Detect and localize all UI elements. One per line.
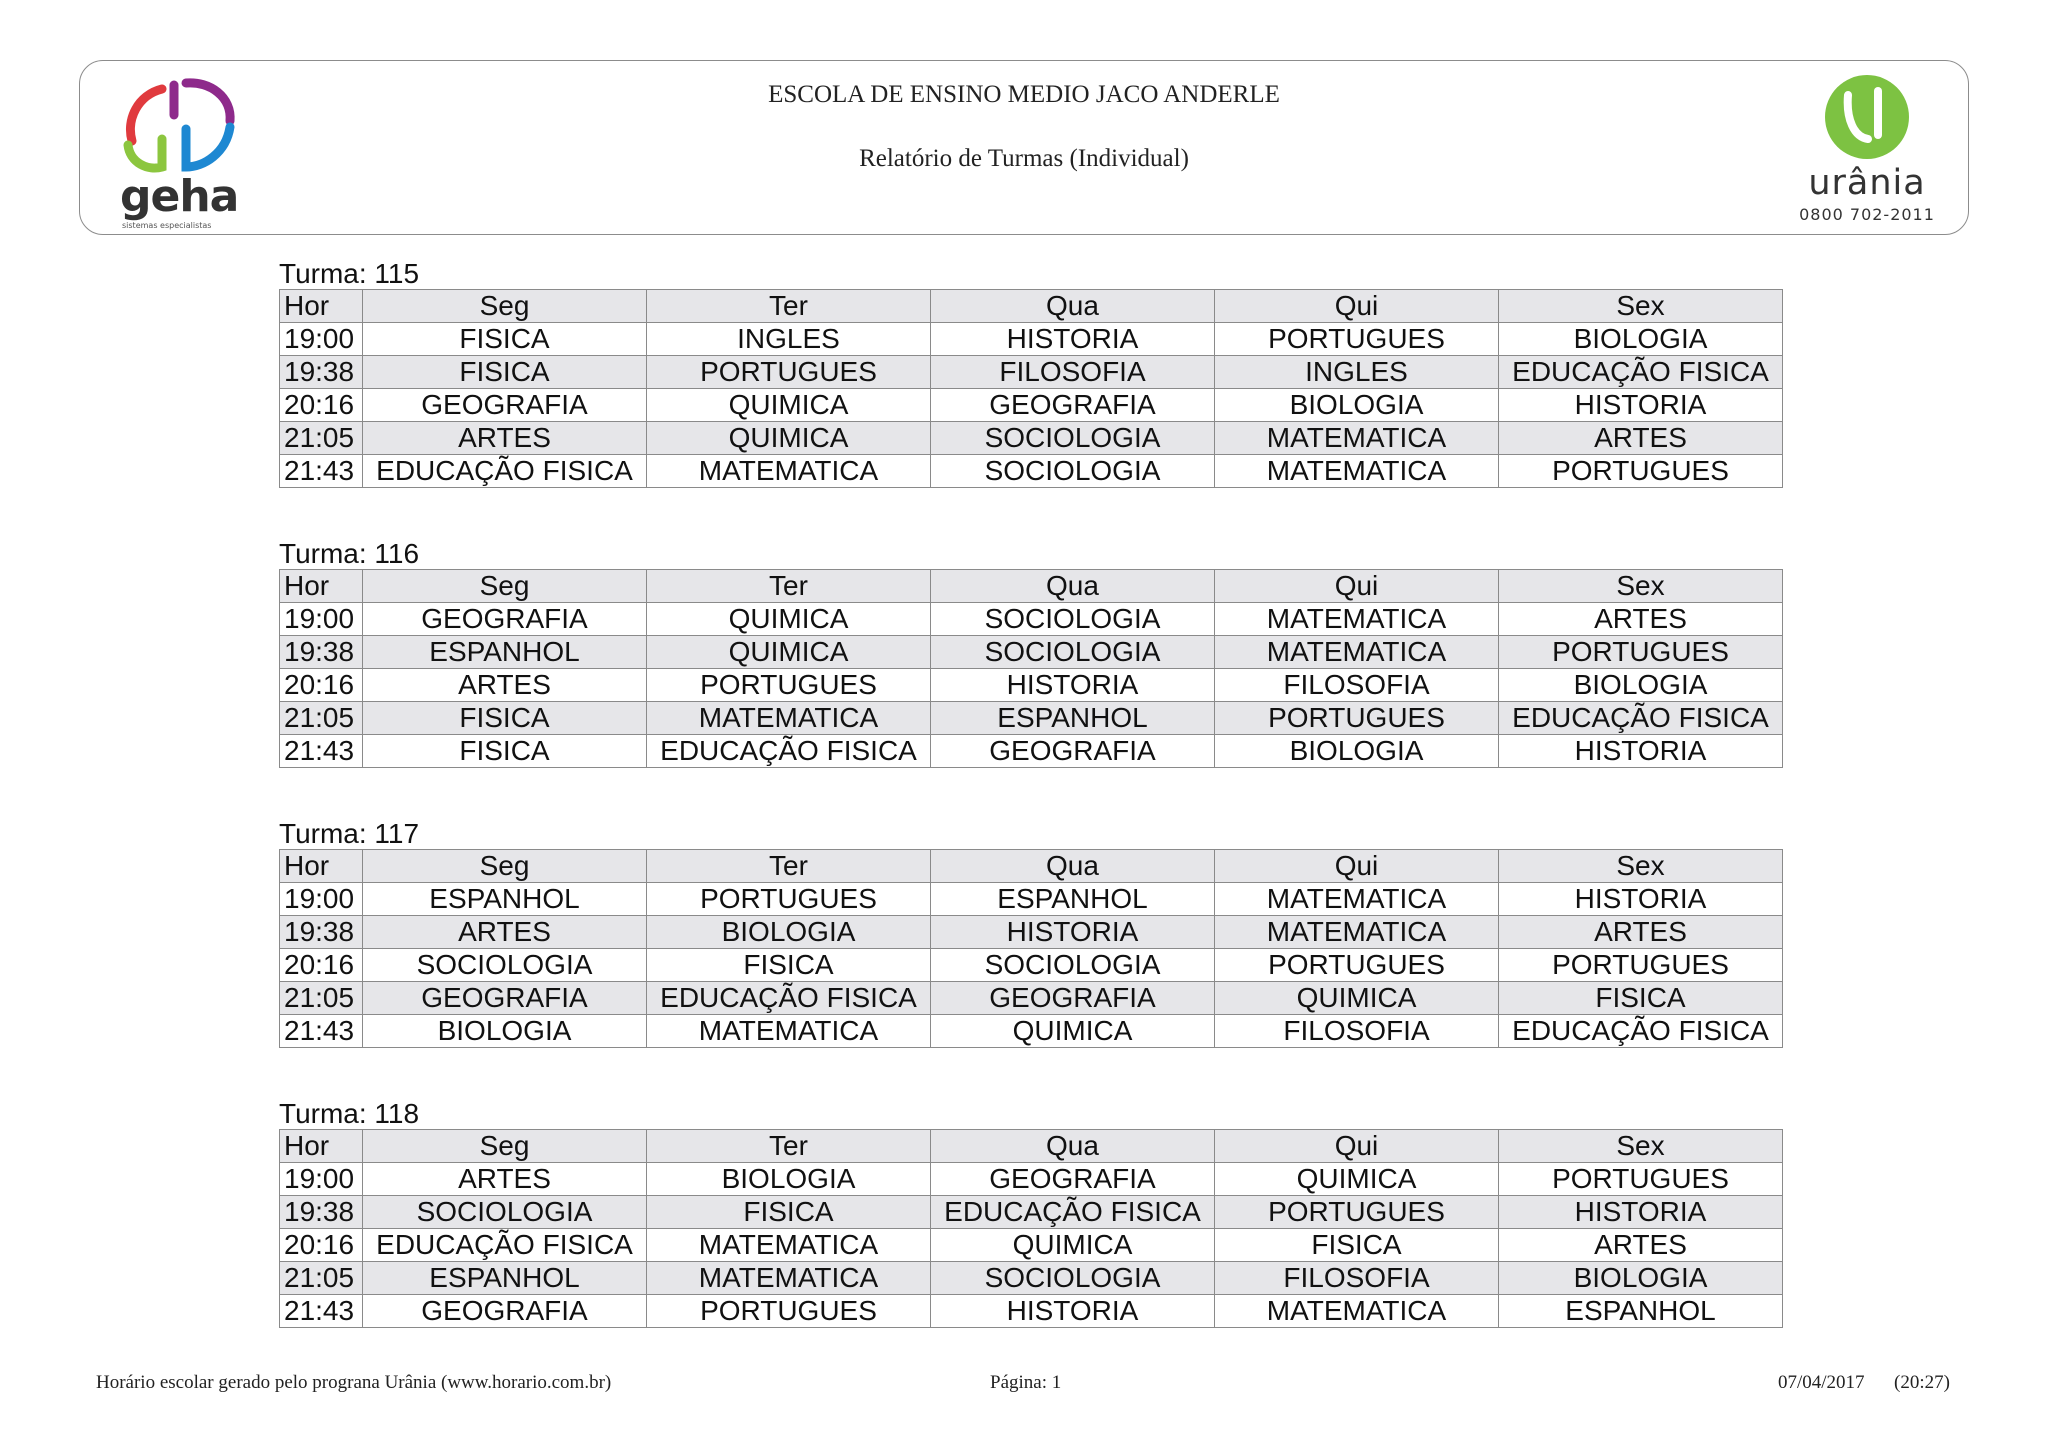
subject-cell: ESPANHOL [363,1262,647,1295]
report-title: Relatório de Turmas (Individual) [859,145,1189,172]
time-cell: 19:38 [280,916,363,949]
table-row [280,1015,1783,1048]
subject-cell: FISICA [363,356,647,389]
subject-cell: PORTUGUES [1499,1163,1783,1196]
subject-cell: QUIMICA [1215,982,1499,1015]
subject-cell: BIOLOGIA [1215,735,1499,768]
time-cell: 19:38 [280,1196,363,1229]
subject-cell: QUIMICA [931,1015,1215,1048]
subject-cell: SOCIOLOGIA [931,422,1215,455]
column-header: Hor [280,850,363,883]
turma-section [279,259,1782,488]
column-header: Ter [647,1130,931,1163]
footer-generator: Horário escolar gerado pelo prograna Urânia (www.horario.com.br) [96,1372,612,1393]
report-header [79,60,1969,235]
subject-cell: GEOGRAFIA [931,389,1215,422]
time-cell: 21:43 [280,1295,363,1328]
time-cell: 20:16 [280,1229,363,1262]
subject-cell: HISTORIA [1499,1196,1783,1229]
subject-cell: EDUCAÇÃO FISICA [1499,356,1783,389]
subject-cell: ARTES [1499,916,1783,949]
subject-cell: PORTUGUES [1499,949,1783,982]
subject-cell: FILOSOFIA [1215,669,1499,702]
subject-cell: FISICA [363,735,647,768]
subject-cell: BIOLOGIA [647,916,931,949]
subject-cell: PORTUGUES [647,883,931,916]
subject-cell: FISICA [363,323,647,356]
subject-cell: ESPANHOL [931,702,1215,735]
schedule-table [279,569,1783,768]
subject-cell: FILOSOFIA [1215,1262,1499,1295]
column-header: Qui [1215,1130,1499,1163]
subject-cell: PORTUGUES [1499,455,1783,488]
column-header: Qua [931,850,1215,883]
subject-cell: MATEMATICA [1215,1295,1499,1328]
column-header: Ter [647,570,931,603]
time-cell: 21:05 [280,1262,363,1295]
subject-cell: PORTUGUES [647,1295,931,1328]
school-name: ESCOLA DE ENSINO MEDIO JACO ANDERLE [768,81,1280,108]
footer-time: (20:27) [1894,1372,1950,1393]
schedule-table [279,289,1783,488]
subject-cell: QUIMICA [1215,1163,1499,1196]
subject-cell: EDUCAÇÃO FISICA [1499,702,1783,735]
subject-cell: PORTUGUES [1215,1196,1499,1229]
time-cell: 19:00 [280,883,363,916]
table-row [280,982,1783,1015]
table-row [280,356,1783,389]
subject-cell: FISICA [647,1196,931,1229]
geha-tagline: sistemas especialistas [122,221,212,230]
table-row [280,916,1783,949]
subject-cell: FISICA [1499,982,1783,1015]
column-header: Sex [1499,290,1783,323]
footer-page: Página: 1 [990,1372,1062,1393]
urania-logo-icon [1782,75,1952,165]
time-cell: 20:16 [280,389,363,422]
time-cell: 19:38 [280,636,363,669]
table-row [280,603,1783,636]
subject-cell: GEOGRAFIA [363,603,647,636]
subject-cell: HISTORIA [931,1295,1215,1328]
turma-title: Turma: 115 [279,258,420,289]
time-cell: 21:43 [280,1015,363,1048]
urania-logo [1782,75,1952,225]
time-cell: 19:00 [280,603,363,636]
time-cell: 19:38 [280,356,363,389]
subject-cell: ESPANHOL [363,636,647,669]
column-header: Sex [1499,570,1783,603]
subject-cell: ARTES [1499,1229,1783,1262]
time-cell: 19:00 [280,323,363,356]
subject-cell: QUIMICA [647,422,931,455]
column-header: Seg [363,1130,647,1163]
time-cell: 20:16 [280,669,363,702]
subject-cell: EDUCAÇÃO FISICA [647,982,931,1015]
subject-cell: FISICA [1215,1229,1499,1262]
subject-cell: PORTUGUES [647,669,931,702]
table-row [280,389,1783,422]
subject-cell: MATEMATICA [1215,422,1499,455]
subject-cell: FILOSOFIA [1215,1015,1499,1048]
subject-cell: HISTORIA [931,323,1215,356]
subject-cell: BIOLOGIA [1215,389,1499,422]
subject-cell: QUIMICA [647,636,931,669]
subject-cell: HISTORIA [931,669,1215,702]
subject-cell: FISICA [363,702,647,735]
schedule-table [279,1129,1783,1328]
subject-cell: FILOSOFIA [931,356,1215,389]
time-cell: 21:43 [280,455,363,488]
table-row [280,1295,1783,1328]
subject-cell: ARTES [1499,422,1783,455]
subject-cell: GEOGRAFIA [363,982,647,1015]
subject-cell: ESPANHOL [1499,1295,1783,1328]
table-row [280,422,1783,455]
turma-title: Turma: 116 [279,538,420,569]
subject-cell: MATEMATICA [1215,916,1499,949]
table-row [280,1196,1783,1229]
header-row [280,1130,1783,1163]
time-cell: 21:05 [280,422,363,455]
subject-cell: GEOGRAFIA [363,1295,647,1328]
turma-title: Turma: 118 [279,1098,420,1129]
time-cell: 21:05 [280,982,363,1015]
column-header: Qua [931,290,1215,323]
subject-cell: MATEMATICA [647,1262,931,1295]
column-header: Ter [647,290,931,323]
subject-cell: HISTORIA [1499,735,1783,768]
turma-section [279,819,1782,1048]
subject-cell: BIOLOGIA [1499,323,1783,356]
column-header: Sex [1499,1130,1783,1163]
column-header: Seg [363,290,647,323]
time-cell: 19:00 [280,1163,363,1196]
subject-cell: PORTUGUES [1499,636,1783,669]
subject-cell: ARTES [363,422,647,455]
subject-cell: ARTES [363,669,647,702]
column-header: Qui [1215,290,1499,323]
table-row [280,883,1783,916]
column-header: Hor [280,570,363,603]
subject-cell: QUIMICA [931,1229,1215,1262]
header-row [280,290,1783,323]
subject-cell: SOCIOLOGIA [363,1196,647,1229]
subject-cell: EDUCAÇÃO FISICA [931,1196,1215,1229]
subject-cell: MATEMATICA [647,455,931,488]
subject-cell: MATEMATICA [647,1229,931,1262]
subject-cell: INGLES [1215,356,1499,389]
column-header: Ter [647,850,931,883]
subject-cell: BIOLOGIA [1499,669,1783,702]
turma-title: Turma: 117 [279,818,420,849]
subject-cell: SOCIOLOGIA [363,949,647,982]
header-row [280,850,1783,883]
time-cell: 21:43 [280,735,363,768]
table-row [280,1229,1783,1262]
subject-cell: HISTORIA [1499,389,1783,422]
turma-section [279,539,1782,768]
schedule-table [279,849,1783,1048]
subject-cell: EDUCAÇÃO FISICA [363,1229,647,1262]
subject-cell: GEOGRAFIA [363,389,647,422]
column-header: Hor [280,1130,363,1163]
table-row [280,323,1783,356]
column-header: Qua [931,570,1215,603]
subject-cell: BIOLOGIA [1499,1262,1783,1295]
column-header: Qua [931,1130,1215,1163]
table-row [280,636,1783,669]
table-row [280,1163,1783,1196]
subject-cell: SOCIOLOGIA [931,636,1215,669]
subject-cell: FISICA [647,949,931,982]
subject-cell: HISTORIA [931,916,1215,949]
subject-cell: HISTORIA [1499,883,1783,916]
table-row [280,702,1783,735]
subject-cell: BIOLOGIA [647,1163,931,1196]
subject-cell: SOCIOLOGIA [931,603,1215,636]
subject-cell: GEOGRAFIA [931,735,1215,768]
subject-cell: INGLES [647,323,931,356]
table-row [280,669,1783,702]
subject-cell: MATEMATICA [1215,636,1499,669]
time-cell: 20:16 [280,949,363,982]
header-row [280,570,1783,603]
subject-cell: GEOGRAFIA [931,982,1215,1015]
subject-cell: MATEMATICA [1215,455,1499,488]
subject-cell: ARTES [363,1163,647,1196]
column-header: Hor [280,290,363,323]
subject-cell: PORTUGUES [1215,949,1499,982]
subject-cell: EDUCAÇÃO FISICA [1499,1015,1783,1048]
subject-cell: ARTES [1499,603,1783,636]
subject-cell: SOCIOLOGIA [931,949,1215,982]
column-header: Qui [1215,850,1499,883]
column-header: Qui [1215,570,1499,603]
table-row [280,455,1783,488]
subject-cell: MATEMATICA [647,702,931,735]
time-cell: 21:05 [280,702,363,735]
table-row [280,1262,1783,1295]
subject-cell: QUIMICA [647,603,931,636]
subject-cell: SOCIOLOGIA [931,455,1215,488]
urania-wordmark: urânia [1808,163,1926,203]
subject-cell: QUIMICA [647,389,931,422]
turma-section [279,1099,1782,1328]
column-header: Seg [363,850,647,883]
subject-cell: MATEMATICA [647,1015,931,1048]
subject-cell: EDUCAÇÃO FISICA [647,735,931,768]
subject-cell: ARTES [363,916,647,949]
subject-cell: SOCIOLOGIA [931,1262,1215,1295]
subject-cell: MATEMATICA [1215,603,1499,636]
subject-cell: ESPANHOL [363,883,647,916]
column-header: Seg [363,570,647,603]
footer-date: 07/04/2017 [1778,1372,1865,1393]
subject-cell: PORTUGUES [1215,323,1499,356]
column-header: Sex [1499,850,1783,883]
subject-cell: BIOLOGIA [363,1015,647,1048]
urania-phone: 0800 702-2011 [1799,205,1935,224]
subject-cell: GEOGRAFIA [931,1163,1215,1196]
subject-cell: PORTUGUES [647,356,931,389]
geha-wordmark: geha [120,171,239,222]
subject-cell: MATEMATICA [1215,883,1499,916]
subject-cell: PORTUGUES [1215,702,1499,735]
table-row [280,949,1783,982]
subject-cell: EDUCAÇÃO FISICA [363,455,647,488]
subject-cell: ESPANHOL [931,883,1215,916]
table-row [280,735,1783,768]
